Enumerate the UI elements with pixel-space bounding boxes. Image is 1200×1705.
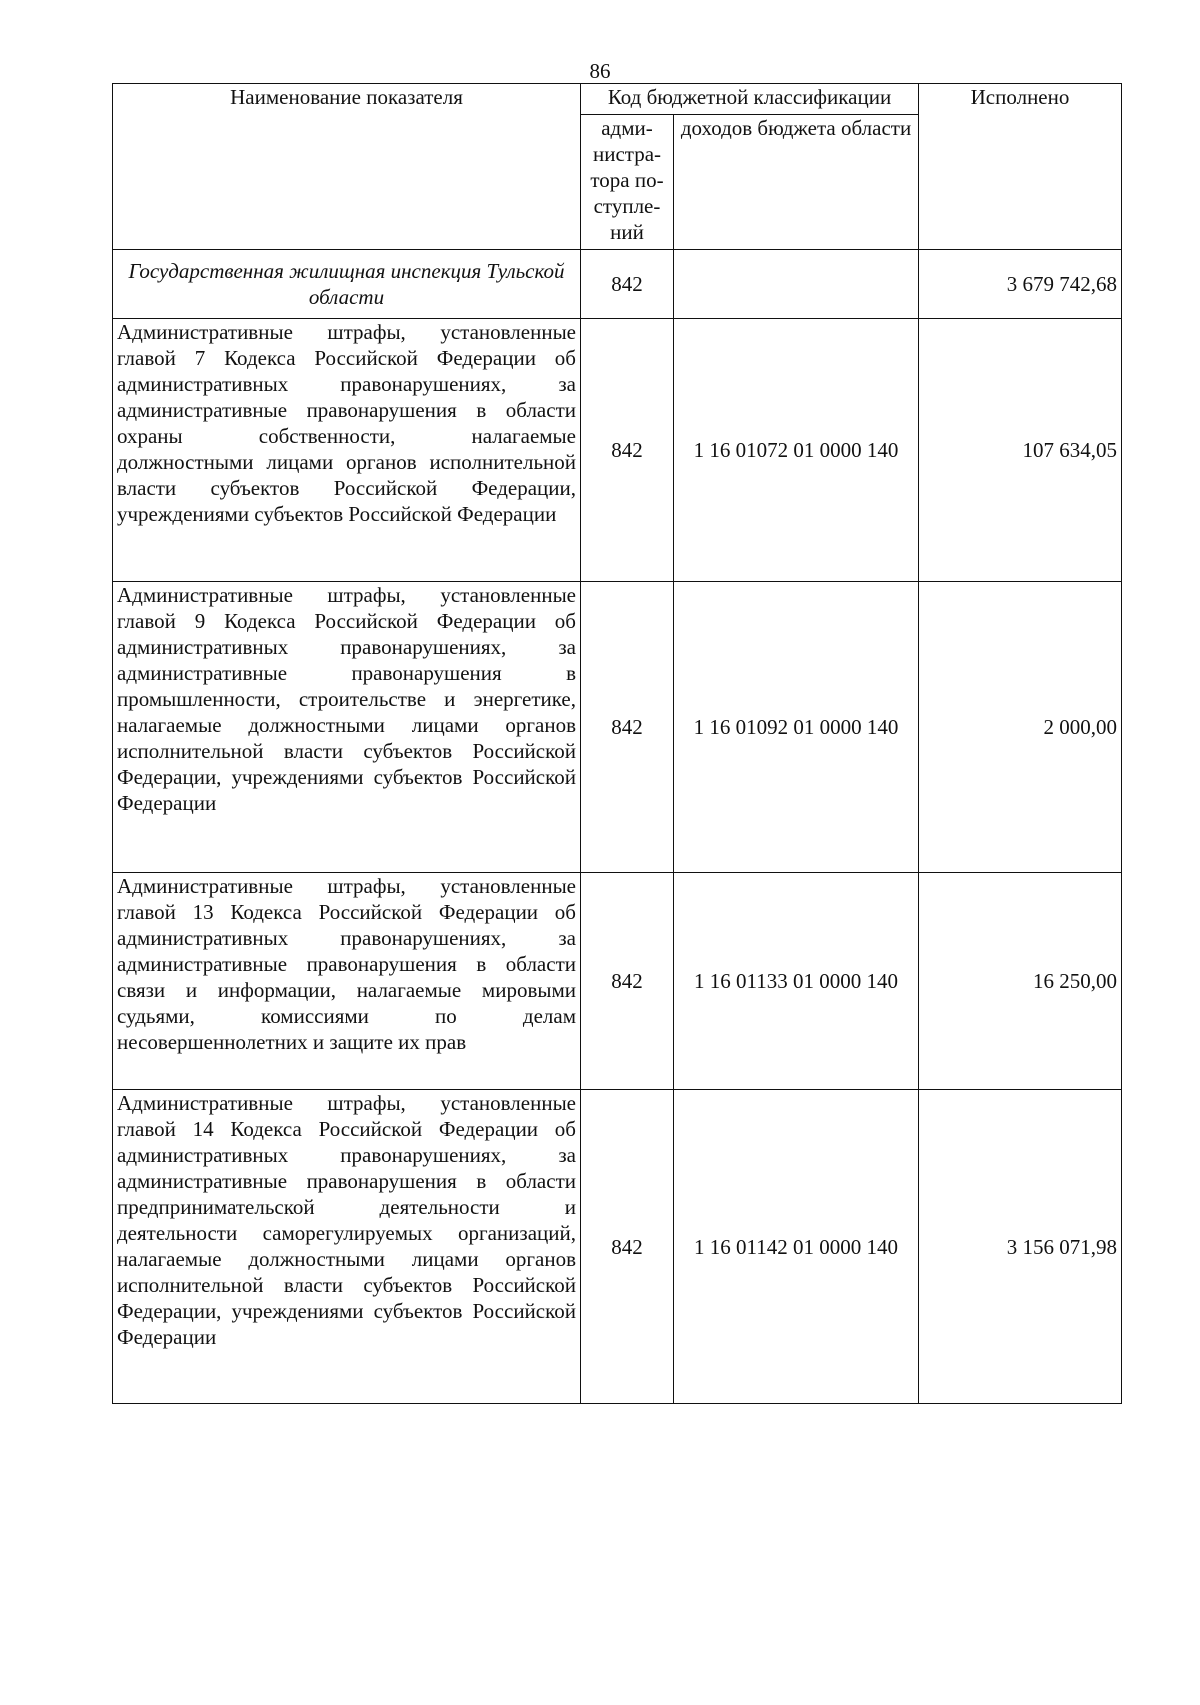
page-number: 86 <box>589 59 611 83</box>
organization-executed: 3 679 742,68 <box>919 250 1122 319</box>
row-name: Административные штрафы, установленные главой 9 Кодекса Российской Федерации об административных правонарушениях, за административные правонарушения в промышленности, строительстве и энергетике, налагаемые должностными лицами органов исполнительной власти субъектов Российской Федерации, учреждениями субъектов Российской Федерации <box>113 582 581 873</box>
row-executed: 3 156 071,98 <box>919 1090 1122 1404</box>
header-name: Наименование показателя <box>113 84 581 250</box>
header-executed: Исполнено <box>919 84 1122 250</box>
table-row <box>113 582 1122 873</box>
row-income-code: 1 16 01092 01 0000 140 <box>674 582 919 873</box>
organization-income-code <box>674 250 919 319</box>
row-admin-code: 842 <box>581 582 674 873</box>
row-income-code: 1 16 01072 01 0000 140 <box>674 319 919 582</box>
header-admin: адми-нистра-тора по-ступле-ний <box>581 115 674 250</box>
row-admin-code: 842 <box>581 1090 674 1404</box>
row-name: Административные штрафы, установленные главой 7 Кодекса Российской Федерации об административных правонарушениях, за административные правонарушения в области охраны собственности, налагаемые должностными лицами органов исполнительной власти субъектов Российской Федерации, учреждениями субъектов Российской Федерации <box>113 319 581 582</box>
row-income-code: 1 16 01142 01 0000 140 <box>674 1090 919 1404</box>
row-income-code: 1 16 01133 01 0000 140 <box>674 873 919 1090</box>
budget-table <box>112 83 1122 1404</box>
table-row <box>113 319 1122 582</box>
header-code-group: Код бюджетной классификации <box>581 84 919 115</box>
row-name: Административные штрафы, установленные главой 14 Кодекса Российской Федерации об административных правонарушениях, за административные правонарушения в области предпринимательской деятельности и деятельности саморегулируемых организаций, налагаемые должностными лицами органов исполнительной власти субъектов Российской Федерации, учреждениями субъектов Российской Федерации <box>113 1090 581 1404</box>
row-executed: 2 000,00 <box>919 582 1122 873</box>
row-admin-code: 842 <box>581 873 674 1090</box>
row-executed: 16 250,00 <box>919 873 1122 1090</box>
organization-name: Государственная жилищная инспекция Тульской области <box>113 250 581 319</box>
table-row <box>113 1090 1122 1404</box>
row-admin-code: 842 <box>581 319 674 582</box>
table-row <box>113 873 1122 1090</box>
header-income: доходов бюджета области <box>674 115 919 250</box>
row-name: Административные штрафы, установленные главой 13 Кодекса Российской Федерации об административных правонарушениях, за административные правонарушения в области связи и информации, налагаемые мировыми судьями, комиссиями по делам несовершеннолетних и защите их прав <box>113 873 581 1090</box>
organization-row <box>113 250 1122 319</box>
row-executed: 107 634,05 <box>919 319 1122 582</box>
organization-admin-code: 842 <box>581 250 674 319</box>
